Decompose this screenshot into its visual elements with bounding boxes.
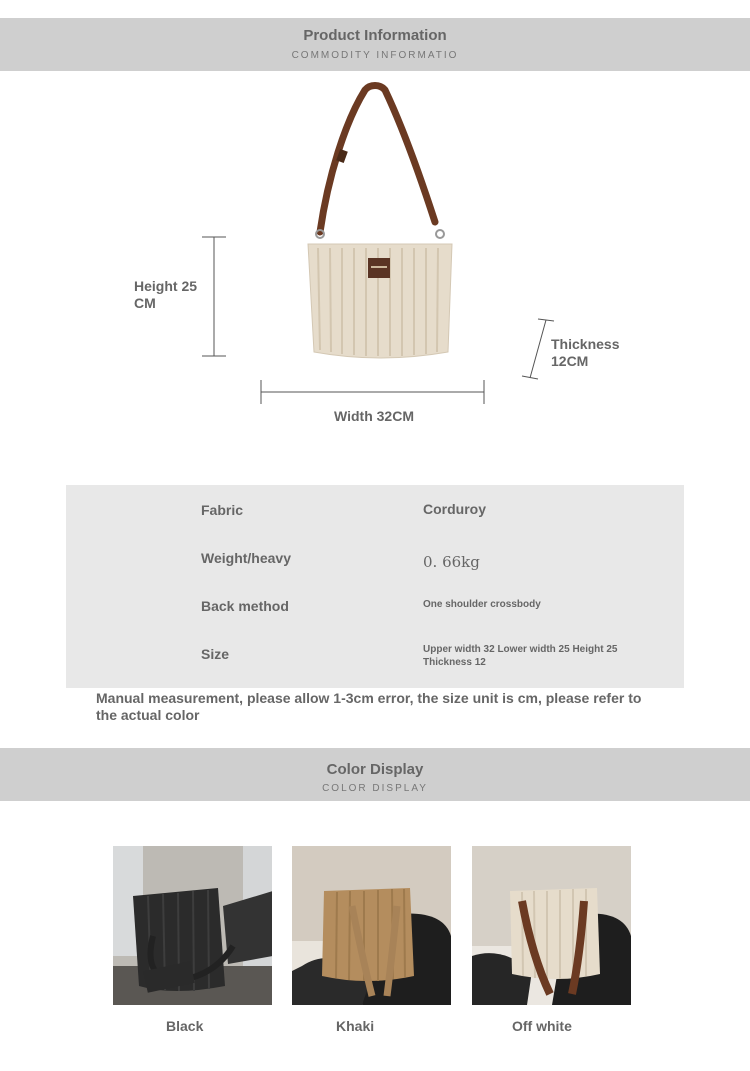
color-swatch-black[interactable] [113,846,272,1005]
khaki-bag-photo [292,846,451,1005]
spec-table [66,485,684,688]
spec-key-size: Size [201,646,230,662]
color-swatch-off-white[interactable] [472,846,631,1005]
spec-value-weight: 0. 66kg [423,553,480,571]
product-bag-image [300,82,460,367]
thickness-label: Thickness 12CM [551,336,620,369]
product-info-subtitle: COMMODITY INFORMATIO [291,50,459,61]
off-white-bag-photo [472,846,631,1005]
spec-value-back-method: One shoulder crossbody [423,599,541,610]
width-label: Width 32CM [334,408,414,424]
product-info-title: Product Information [303,27,447,44]
black-bag-photo [113,846,272,1005]
spec-value-size: Upper width 32 Lower width 25 Height 25 Thickness 12 [423,644,618,668]
color-swatch-khaki[interactable] [292,846,451,1005]
product-info-banner [0,18,750,71]
spec-value-fabric: Corduroy [423,501,486,517]
color-display-banner [0,748,750,801]
spec-key-fabric: Fabric [201,502,244,518]
color-display-title: Color Display [326,761,424,778]
height-label: Height 25 CM [134,278,198,311]
width-dimension-line [260,378,486,406]
color-label-khaki: Khaki [336,1018,375,1034]
color-label-black: Black [166,1018,204,1034]
color-label-off-white: Off white [512,1018,572,1034]
color-display-subtitle: COLOR DISPLAY [322,783,428,794]
spec-key-weight: Weight/heavy [201,550,291,566]
spec-key-back-method: Back method [201,598,289,614]
measurement-note: Manual measurement, please allow 1-3cm error, the size unit is cm, please refer to the actual color [96,690,642,723]
